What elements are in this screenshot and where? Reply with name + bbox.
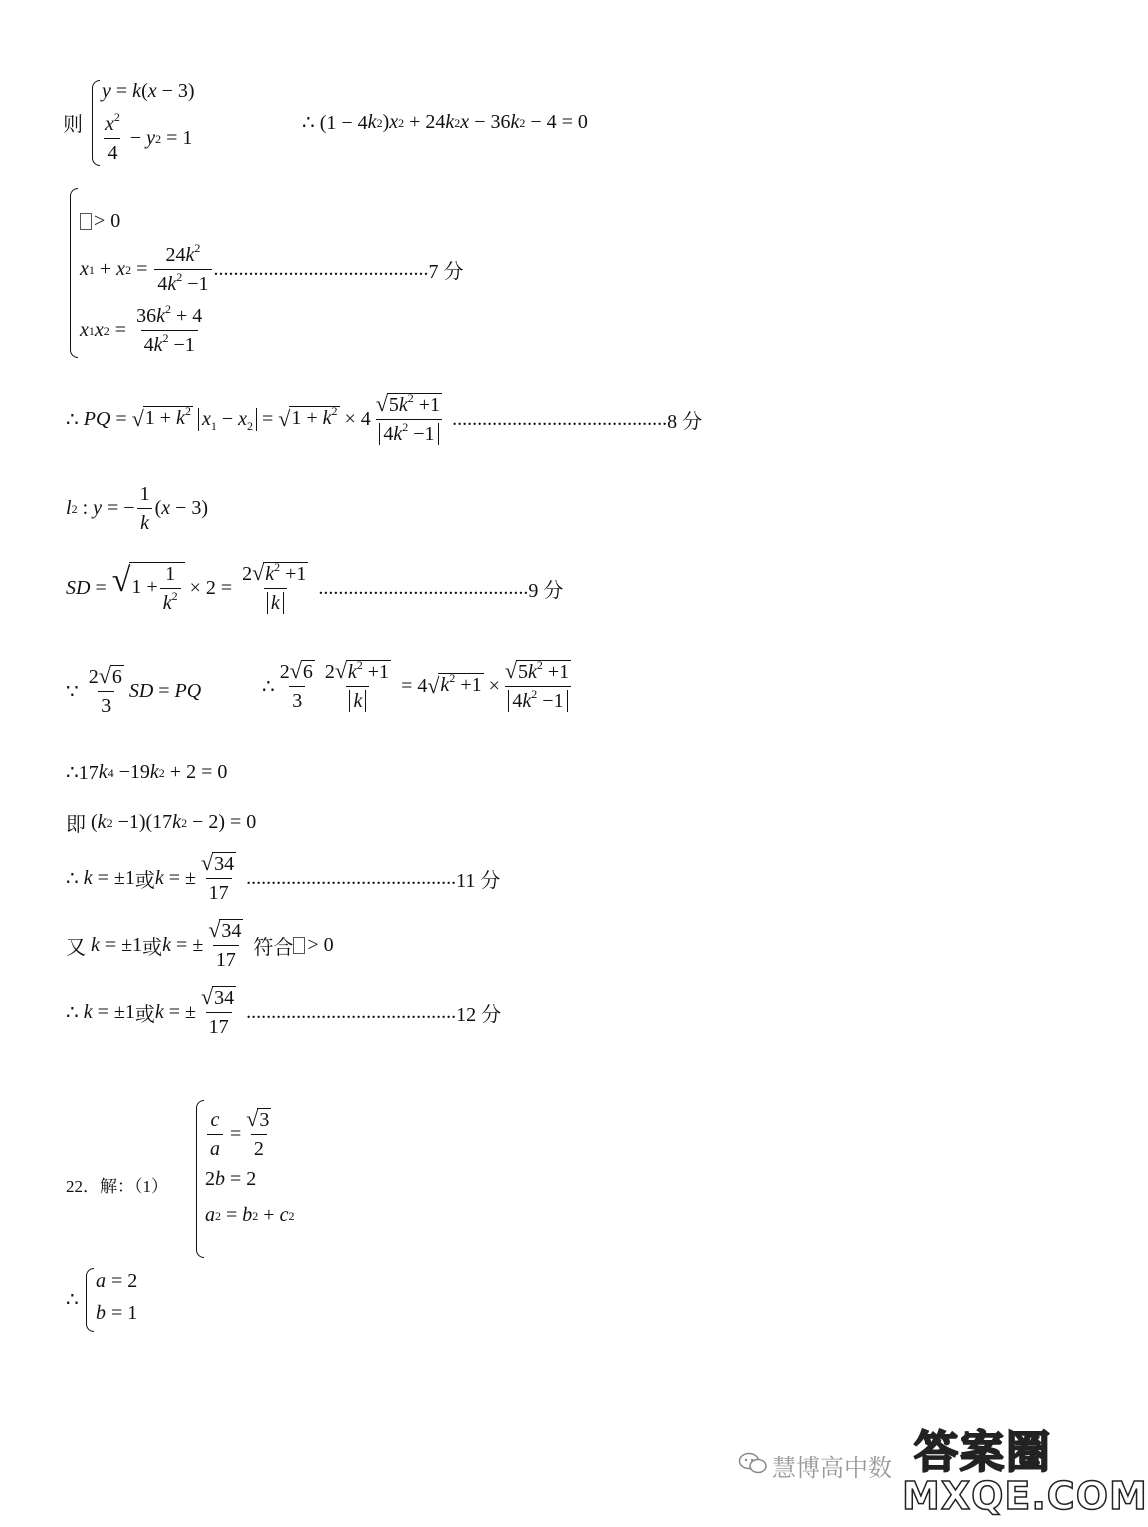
score-12: 12 分: [456, 1003, 502, 1026]
eq-quadratic: ∴ (1 − 4 k 2 ) x 2 + 24 k 2 x − 36 k 2 − 4 = 0: [302, 111, 588, 134]
delta-symbol-icon: [80, 213, 92, 230]
word-ze: 则: [63, 114, 83, 136]
score-7: 7 分: [428, 261, 464, 283]
eq-sum-roots: x 1 + x 2 = $24k^2$ $4k^2 -1$ ........................................... 7 分: [80, 241, 464, 295]
watermark-site: MXQE.COM: [902, 1474, 1148, 1518]
eq-k-solutions-final: ∴ k = ±1 或 k = ± √ 34 17 .......................................... 12 分: [66, 984, 502, 1038]
eq-line-kx3: y = k ( x − 3): [102, 80, 195, 102]
brace-2: [70, 188, 78, 358]
eq-abc: a 2 = b 2 + c 2: [205, 1204, 295, 1226]
eq-sd: SD = √ 1 + $\frac{1}{k^2}$ × 2 = 2 √ $k^2 +1$ k .......................................... 9 分: [66, 560, 564, 614]
eq-hyperbola: $x^2$ 4 − y 2 = 1: [105, 110, 193, 164]
eq-pq: ∴ PQ = √ $1 + k^2$ $x_1 - x_2$ = √ $1 + k^2$ × 4 √ $5k^2 +1$ $4k^2 -1$ ........................................... 8 分: [66, 391, 703, 445]
problem-22-label: 22．解：（1）: [66, 1177, 168, 1196]
eq-2b: 2 b = 2: [205, 1168, 257, 1190]
delta-symbol-icon-2: [293, 937, 305, 954]
eq-b1: b = 1: [96, 1302, 138, 1324]
watermark-logo: [902, 1408, 1072, 1478]
eq-factored: 即 ( k 2 −1)(17 k 2 − 2) = 0: [66, 808, 256, 837]
eq-l2: l 2 : y = − 1 k ( x − 3): [66, 483, 209, 534]
therefore-ab: ∴: [66, 1289, 79, 1311]
word-ji: 即: [66, 814, 86, 836]
brace-3: [196, 1100, 204, 1258]
eq-k-check: 又 k = ±1 或 k = ± √ 34 17 符合 > 0: [66, 917, 334, 971]
word-huo-2: 或: [142, 936, 163, 959]
eq-a2: a = 2: [96, 1270, 138, 1292]
watermark-logo-text: 答案圈: [914, 1427, 1052, 1478]
eq-relation: ∵ 2 √ 6 3 SD = PQ: [66, 663, 202, 717]
brace-4: [86, 1268, 94, 1332]
eq-product-roots: x 1 x 2 = $36k^2 + 4$ $4k^2 -1$: [80, 302, 203, 356]
word-huo-1: 或: [134, 869, 155, 892]
eq-eccentricity: c a = √ 3 2: [205, 1108, 276, 1160]
brace-1: [92, 80, 100, 166]
eq-delta: > 0: [80, 210, 120, 233]
word-fuhe: 符合: [253, 936, 294, 959]
line-system-1: [63, 108, 83, 137]
score-8: 8 分: [667, 410, 703, 433]
eq-quartic: ∴17 k 4 −19 k 2 + 2 = 0: [66, 761, 228, 784]
watermark-account: 慧博高中数: [772, 1454, 892, 1482]
score-11: 11 分: [456, 869, 501, 892]
word-you: 又: [66, 936, 86, 959]
wechat-icon: [738, 1452, 768, 1474]
word-huo-3: 或: [134, 1003, 155, 1026]
eq-relation-expanded: ∴ 2 √ 6 3 2 √ $k^2 +1$ k = 4 √ $k^2 +1$ × √ $5k^2 +1$ $4k^2 -1$: [262, 658, 570, 712]
eq-k-solutions-1: ∴ k = ±1 或 k = ± √ 34 17 .......................................... 11 分: [66, 850, 501, 904]
score-9: 9 分: [528, 579, 564, 602]
